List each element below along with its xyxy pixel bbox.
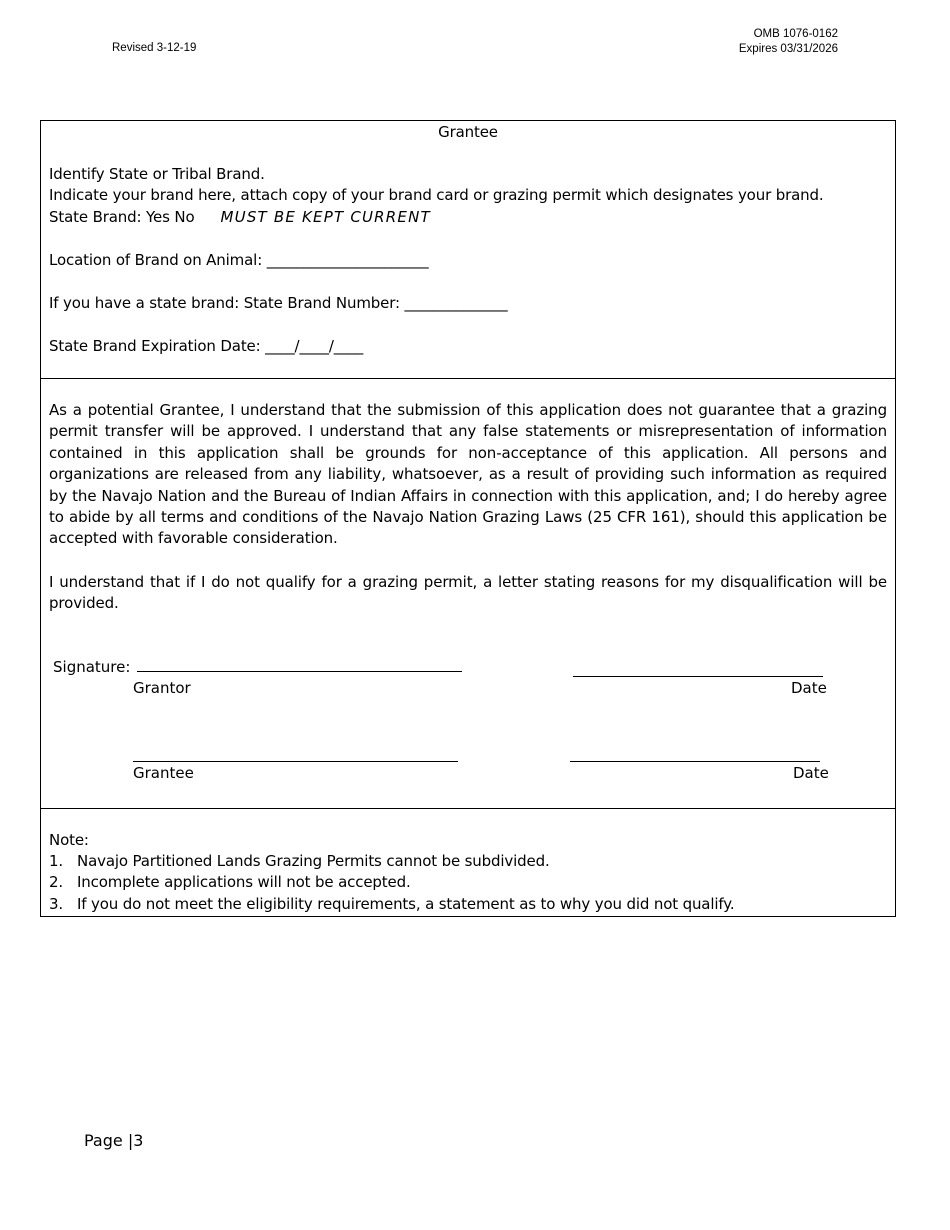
grantee-caption: Grantee (133, 764, 194, 782)
omb-block (739, 27, 838, 57)
grantee-date-line[interactable] (570, 748, 820, 762)
grantor-signature-row (53, 657, 462, 678)
brand-location-field[interactable]: Location of Brand on Animal: ______________________ (49, 251, 429, 269)
notes-heading: Note: (49, 831, 89, 849)
notes-section (41, 809, 895, 916)
agreement-paragraph: As a potential Grantee, I understand that the submission of this application does not guarantee that a grazing permit transfer will be approved. I understand that any false statements or misrepresentation of information contained in this application shall be grounds for non-acceptance of this application. All persons and organizations are released from any liability, whatsoever, as a result of providing such information as required by the Navajo Nation and the Bureau of Indian Affairs in connection with this application, and; I do hereby agree to abide by all terms and conditions of the Navajo Nation Grazing Laws (25 CFR 161), should this application be accepted with favorable consideration. (49, 401, 887, 548)
grantor-caption: Grantor (133, 679, 191, 697)
expiration-date: Expires 03/31/2026 (738, 43, 838, 55)
note-item (49, 894, 734, 915)
section-title: Grantee (438, 123, 498, 141)
must-be-current-note: MUST BE KEPT CURRENT (220, 208, 431, 226)
brand-section (41, 121, 895, 379)
indicate-brand-text: Indicate your brand here, attach copy of your brand card or grazing permit which designates your brand. (49, 186, 824, 204)
note-text: If you do not meet the eligibility requirements, a statement as to why you did not qualify. (77, 895, 735, 913)
revised-date: Revised 3-12-19 (112, 42, 197, 54)
page-number: Page |3 (84, 1131, 144, 1150)
note-item (49, 851, 550, 872)
brand-number-field[interactable]: If you have a state brand: State Brand Number: ______________ (49, 294, 508, 312)
brand-expiration-field[interactable]: State Brand Expiration Date: ____/____/____ (49, 337, 364, 355)
omb-number: OMB 1076-0162 (753, 28, 838, 40)
note-number: 1. (49, 852, 64, 870)
grantor-signature-line[interactable] (137, 658, 462, 672)
note-text: Incomplete applications will not be accepted. (77, 873, 411, 891)
note-text: Navajo Partitioned Lands Grazing Permits cannot be subdivided. (77, 852, 550, 870)
grantee-signature-line[interactable] (133, 748, 458, 762)
agreement-section (41, 379, 895, 809)
note-item (49, 872, 411, 893)
identify-brand-text: Identify State or Tribal Brand. (49, 165, 265, 183)
note-number: 3. (49, 895, 64, 913)
signature-label: Signature: (53, 658, 131, 676)
state-brand-row (49, 207, 431, 228)
state-brand-yes-no[interactable]: State Brand: Yes No (49, 208, 195, 226)
grantee-date-caption: Date (793, 764, 829, 782)
form-box (40, 120, 896, 917)
grantor-date-line[interactable] (573, 663, 823, 677)
note-number: 2. (49, 873, 64, 891)
disqualification-paragraph: I understand that if I do not qualify for a grazing permit, a letter stating reasons for my disqualification will be provided. (49, 573, 887, 613)
grantor-date-caption: Date (791, 679, 827, 697)
